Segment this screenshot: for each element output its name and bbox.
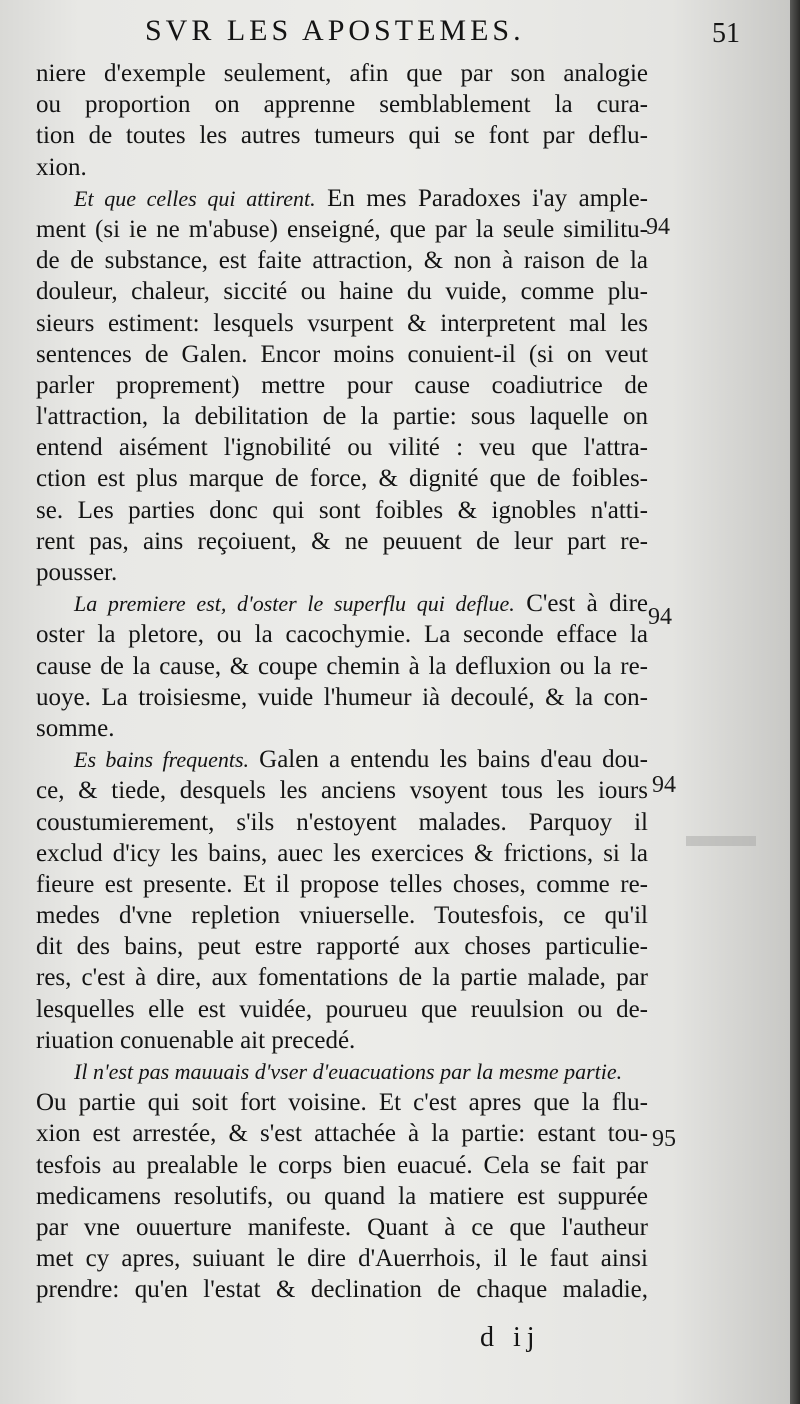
text-line: rent pas, ains reçoiuent, & ne peuuent de leur part re- (36, 527, 648, 555)
margin-note: 94 (652, 772, 676, 798)
text-line: douleur, chaleur, siccité ou haine du vuide, comme plu- (36, 278, 648, 306)
lemma: Es bains frequents. (74, 747, 250, 773)
text-line: oster la pletore, ou la cacochymie. La seconde efface la (36, 621, 648, 649)
text-line-with-lemma (36, 744, 648, 775)
text-line: coustumierement, s'ils n'estoyent malades. Parquoy il (36, 808, 648, 836)
text-line: res, c'est à dire, aux fomentations de la partie malade, par (36, 964, 648, 992)
text-line: sentences de Galen. Encor moins conuient-il (si on veut (36, 340, 648, 368)
margin-note: 94 (646, 214, 670, 240)
text-line: de de substance, est faite attraction, & non à raison de la (36, 247, 648, 275)
text-line: Ou partie qui soit fort voisine. Et c'est apres que la flu- (36, 1089, 648, 1117)
text-line: exclud d'icy les bains, auec les exercices & frictions, si la (36, 839, 648, 867)
text-line: ction est plus marque de force, & dignité que de foibles- (36, 465, 648, 493)
text-run: C'est à dire (526, 590, 648, 618)
text-line: se. Les parties donc qui sont foibles & ignobles n'atti- (36, 496, 648, 524)
main-text-block (36, 58, 648, 1306)
text-line: pousser. (36, 559, 118, 586)
margin-note: 94 (648, 604, 672, 630)
text-line: medes d'vne repletion vniuerselle. Toutesfois, ce qu'il (36, 902, 648, 930)
text-line: entend aisément l'ignobilité ou vilité : veu que l'attra- (36, 434, 648, 462)
text-line: lesquelles elle est vuidée, pourueu que reuulsion ou de- (36, 995, 648, 1023)
text-line-with-lemma (36, 588, 648, 619)
text-line: tion de toutes les autres tumeurs qui se font par deflu- (36, 122, 648, 150)
lemma: Il n'est pas mauuais d'vser d'euacuations par la mesme partie. (74, 1059, 623, 1084)
text-line: l'attraction, la debilitation de la partie: sous laquelle on (36, 403, 648, 431)
text-line: xion. (36, 153, 87, 181)
text-line: par vne ouuerture manifeste. Quant à ce que l'autheur (36, 1213, 648, 1241)
text-line: niere d'exemple seulement, afin que par son analogie (36, 60, 648, 87)
running-head (0, 14, 790, 54)
text-line: met cy apres, suiuant le dire d'Auerrhois, il le faut ainsi (36, 1245, 648, 1273)
page-edge-shadow (790, 0, 800, 1404)
bleed-through-mark (686, 836, 756, 846)
text-line: ce, & tiede, desquels les anciens vsoyent tous les iours (36, 777, 648, 805)
text-line: cause de la cause, & coupe chemin à la defluxion ou la re- (36, 652, 648, 680)
text-line-with-lemma (36, 183, 648, 214)
folio-number: 51 (712, 18, 740, 49)
running-title: SVR LES APOSTEMES. (145, 14, 525, 47)
margin-note: 95 (652, 1126, 676, 1152)
lemma: Et que celles qui attirent. (74, 185, 316, 211)
text-line: tesfois au prealable le corps bien euacué. Cela se fait par (36, 1151, 648, 1179)
text-line: fieure est presente. Et il propose telles choses, comme re- (36, 870, 648, 898)
text-line: medicamens resolutifs, ou quand la matiere est suppurée (36, 1182, 648, 1210)
text-line: ment (si ie ne m'abuse) enseigné, que par la seule similitu- (36, 215, 648, 243)
text-line: dit des bains, peut estre rapporté aux choses particulie- (36, 933, 648, 961)
text-line: prendre: qu'en l'estat & declination de chaque maladie, (36, 1276, 648, 1304)
text-line: riuation conuenable ait precedé. (36, 1026, 356, 1054)
text-line: uoye. La troisiesme, vuide l'humeur ià decoulé, & la con- (36, 683, 648, 711)
text-line: sieurs estiment: lesquels vsurpent & interpretent mal les (36, 309, 648, 337)
signature-mark: d ij (480, 1322, 541, 1353)
text-run: En mes Paradoxes i'ay ample- (327, 184, 648, 212)
text-line: xion est arrestée, & s'est attachée à la partie: estant tou- (36, 1120, 648, 1148)
lemma: La premiere est, d'oster le superflu qui deflue. (74, 591, 515, 617)
text-line: ou proportion on apprenne semblablement la cura- (36, 91, 648, 119)
text-run: Galen a entendu les bains d'eau dou- (259, 746, 648, 774)
text-line: parler proprement) mettre pour cause coadiutrice de (36, 371, 648, 399)
text-line: somme. (36, 714, 115, 742)
text-line-with-lemma (36, 1056, 648, 1087)
